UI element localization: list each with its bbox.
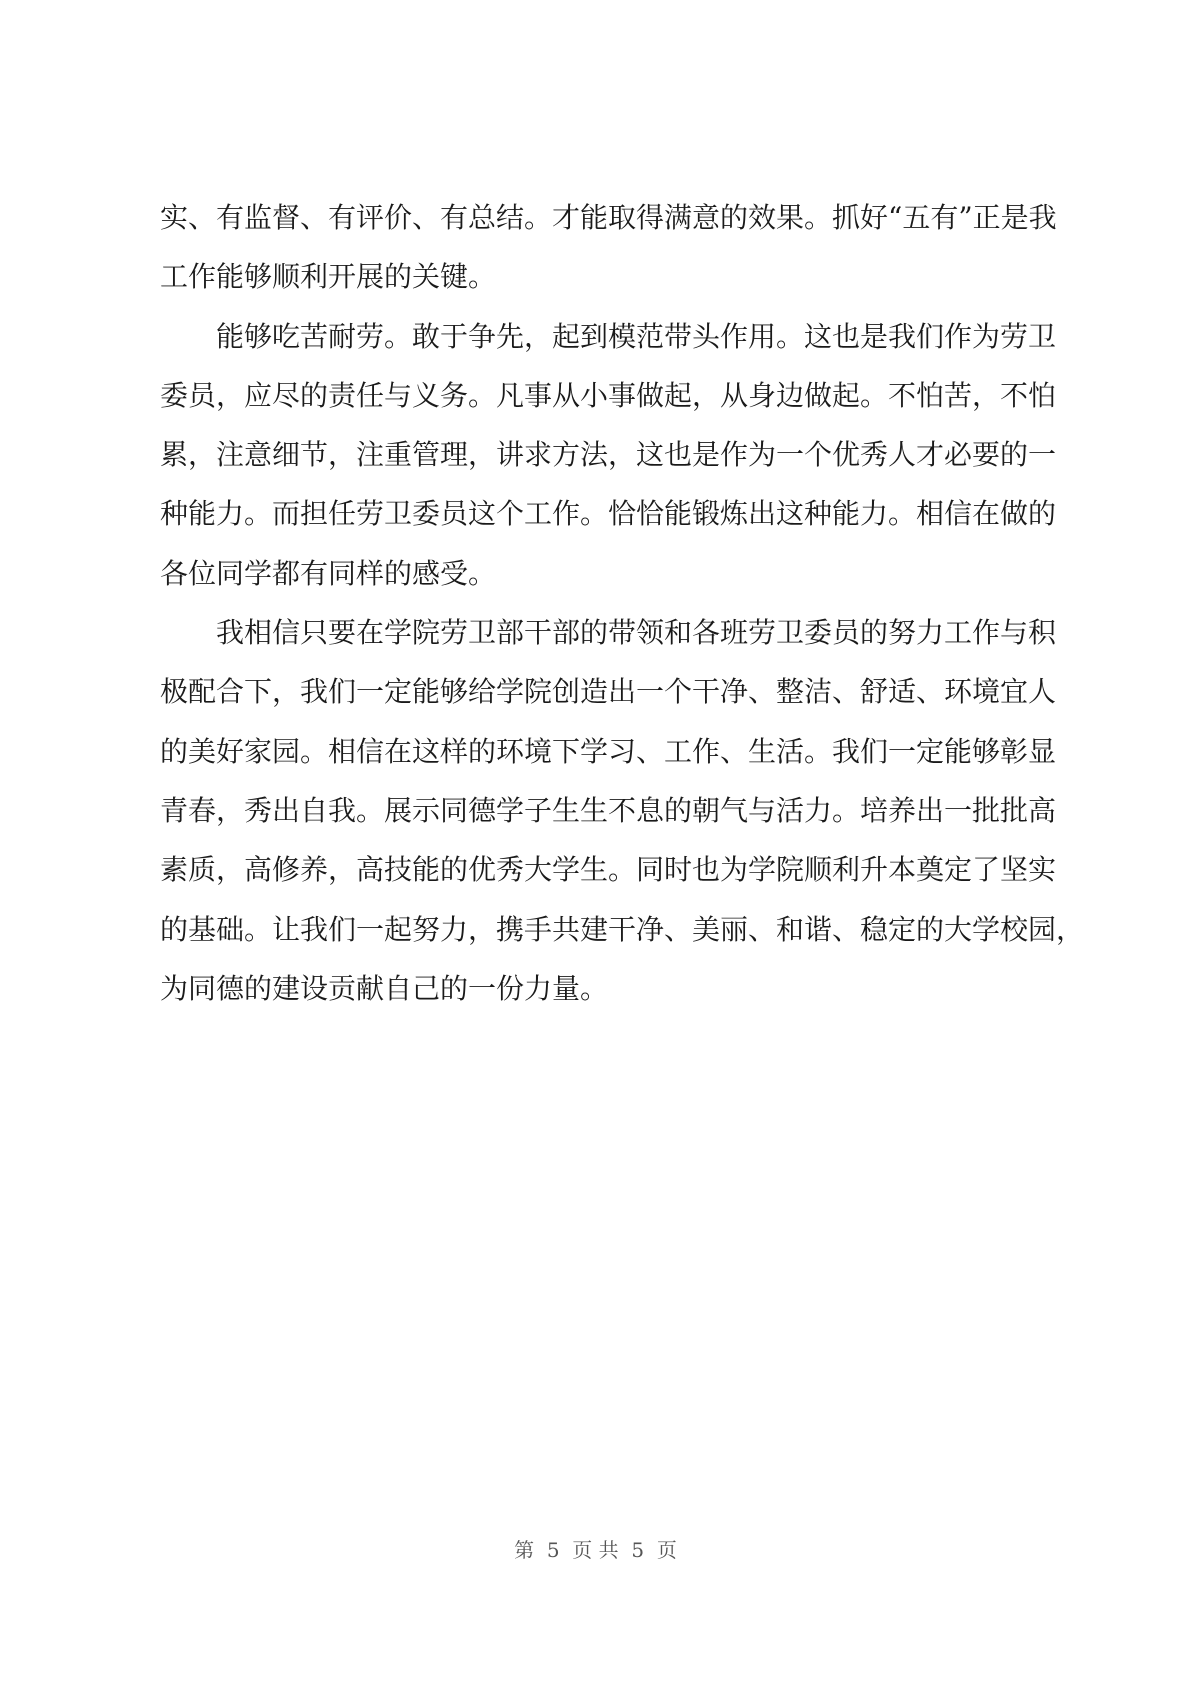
- text-line: 极配合下，我们一定能够给学院创造出一个干净、整洁、舒适、环境宜人: [160, 675, 1057, 709]
- text-line: 实、有监督、有评价、有总结。才能取得满意的效果。抓好“五有”正是我: [160, 201, 1057, 234]
- paragraph-1: [160, 203, 1060, 322]
- text-line: 素质，高修养，高技能的优秀大学生。同时也为学院顺利升本奠定了坚实: [160, 853, 1057, 887]
- page-number-footer: 第 5 页 共 5 页: [514, 1538, 677, 1562]
- text-line: 的美好家园。相信在这样的环境下学习、工作、生活。我们一定能够彰显: [160, 734, 1057, 768]
- text-line: 为同德的建设贡献自己的一份力量。: [160, 971, 609, 1005]
- text-line: 的基础。让我们一起努力，携手共建干净、美丽、和谐、稳定的大学校园，: [160, 912, 1085, 946]
- text-line: 各位同学都有同样的感受。: [160, 556, 497, 590]
- text-line: 我相信只要在学院劳卫部干部的带领和各班劳卫委员的努力工作与积: [160, 616, 1057, 650]
- text-line: 委员，应尽的责任与义务。凡事从小事做起，从身边做起。不怕苦，不怕: [160, 378, 1057, 412]
- paragraph-3: [160, 616, 1085, 1033]
- text-line: 工作能够顺利开展的关键。: [160, 260, 497, 294]
- document-body: [160, 201, 1085, 1033]
- text-line: 种能力。而担任劳卫委员这个工作。恰恰能锻炼出这种能力。相信在做的: [160, 497, 1057, 531]
- text-line: 能够吃苦耐劳。敢于争先，起到模范带头作用。这也是我们作为劳卫: [160, 319, 1057, 353]
- paragraph-2: [160, 319, 1060, 618]
- text-line: 累，注意细节，注重管理，讲求方法，这也是作为一个优秀人才必要的一: [160, 438, 1057, 472]
- text-line: 青春，秀出自我。展示同德学子生生不息的朝气与活力。培养出一批批高: [160, 793, 1057, 827]
